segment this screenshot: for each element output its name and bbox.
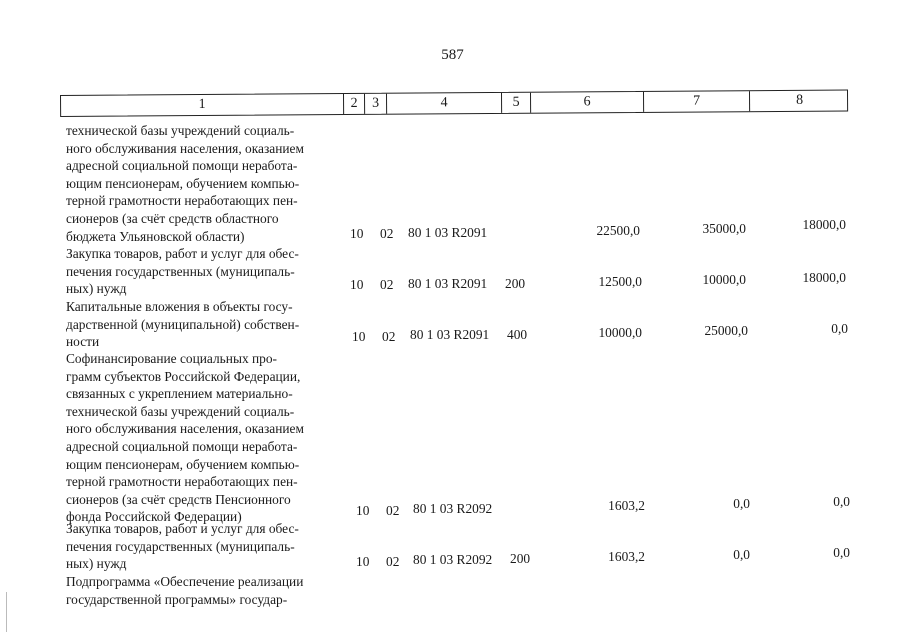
row-c3: 02 [386,554,400,569]
row-c7: 0,0 [733,496,750,511]
row-c4: 80 1 03 R2091 [408,225,488,240]
row-c8: 0,0 [833,545,850,560]
row-c2: 10 [350,226,364,241]
row-c4: 80 1 03 R2091 [410,327,490,342]
row-c5: 400 [507,327,528,342]
row-c6: 1603,2 [608,549,645,564]
row-c2: 10 [356,554,370,569]
row-c6: 10000,0 [598,325,642,340]
row-c8: 18000,0 [802,270,846,285]
row-c3: 02 [380,277,394,292]
row-c5: 200 [505,276,526,291]
row-description: технической базы учреждений социаль- ного обслуживания населения, оказанием адресной социальной помощи неработа- ющим пенсионерам, обучением компью- терной грамотности неработающих пен- сионеров (за счёт средств областного бюджета Ульяновской области) [66,123,304,244]
row-c2: 10 [350,277,364,292]
row-c4: 80 1 03 R2091 [408,276,488,291]
row-description: Подпрограмма «Обеспечение реализации государственной программы» государ- [66,574,304,607]
row-c8: 0,0 [833,494,850,509]
header-col-1: 1 [198,96,206,113]
row-c2: 10 [356,503,370,518]
row-c7: 0,0 [733,547,750,562]
row-c8: 0,0 [831,321,848,336]
header-col-5: 5 [501,93,530,113]
row-c4: 80 1 03 R2092 [413,501,493,516]
header-col-6: 6 [530,92,643,113]
row-c7: 35000,0 [702,221,746,236]
header-col-8: 8 [749,90,849,111]
row-c5: 200 [510,551,531,566]
scan-margin-line [6,592,7,632]
row-c4: 80 1 03 R2092 [413,552,493,567]
header-col-3: 3 [364,94,386,114]
row-description: Софинансирование социальных про- грамм субъектов Российской Федерации, связанных с укреплением материально- технической базы учреждений социаль- ного обслуживания населения, оказанием адресной социальной помощи неработа- ющим пенсионерам, обучением компью- терной грамотности неработающих пен- сионеров (за счёт средств Пенсионного фонда Российской Федерации) [66,351,304,525]
row-c8: 18000,0 [802,217,846,232]
row-c7: 25000,0 [704,323,748,338]
row-description: Закупка товаров, работ и услуг для обес- печения государственных (муниципаль- ных) нужд [66,246,299,297]
row-description: Капитальные вложения в объекты госу- дарственной (муниципальной) собствен- ности [66,299,300,350]
header-col-4: 4 [386,93,501,114]
row-c3: 02 [382,329,396,344]
row-c2: 10 [352,329,366,344]
page-number: 587 [441,47,464,63]
header-col-2: 2 [343,94,364,114]
row-c6: 12500,0 [598,274,642,289]
table-header [60,89,848,117]
row-description: Закупка товаров, работ и услуг для обес- печения государственных (муниципаль- ных) нужд [66,521,299,572]
row-c6: 1603,2 [608,498,645,513]
row-c3: 02 [386,503,400,518]
row-c3: 02 [380,226,394,241]
row-c7: 10000,0 [702,272,746,287]
row-c6: 22500,0 [596,223,640,238]
header-col-7: 7 [643,91,749,112]
